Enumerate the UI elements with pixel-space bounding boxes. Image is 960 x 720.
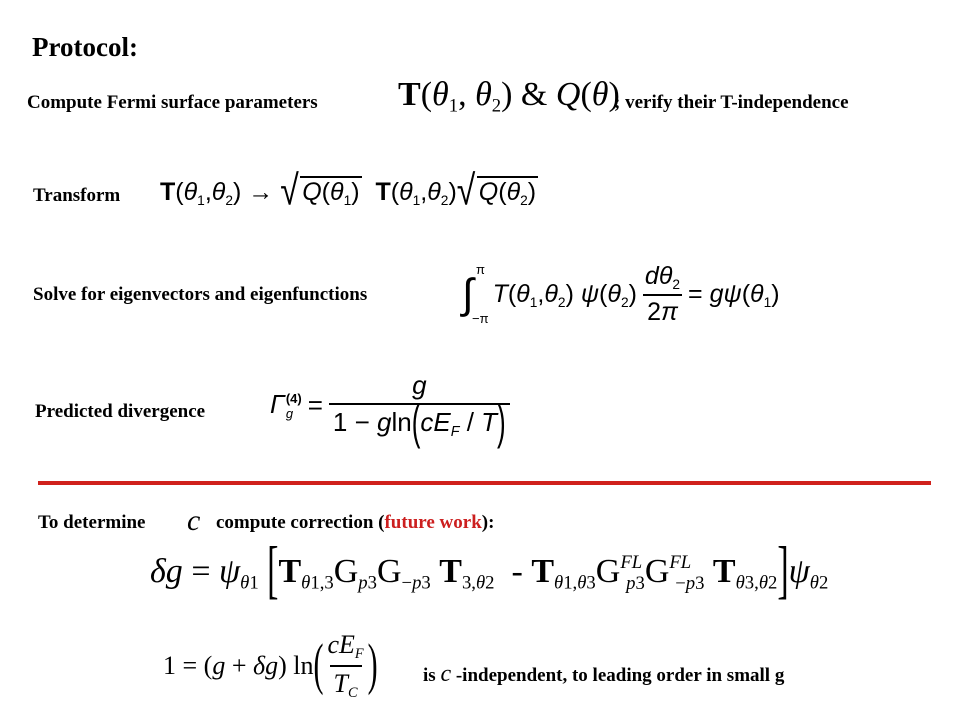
divider-line xyxy=(38,481,931,485)
conclusion-prefix: is xyxy=(423,665,441,686)
step2-label: Transform xyxy=(33,185,121,206)
step4-label: Predicted divergence xyxy=(35,401,206,422)
step4-formula: Γ (4) g = $\frac{g}{1 - gln(cE_F / T)}$ xyxy=(270,370,510,440)
step1-formula: $T(\theta_1$, $\theta_2$) & Q(θ) xyxy=(398,76,620,117)
step1-suffix: ; verify their T-independence xyxy=(614,92,849,113)
step3-formula: π ∫ −π $T(\theta_1,\theta_2)$ $\psi(\theta_2)$ $\frac{d\theta_2}{2\pi}$ = $g\psi(\theta_1)$ xyxy=(462,262,780,327)
future-work-label: future work xyxy=(384,512,482,533)
step2-formula: $T(\theta_1,\theta_2)$ → √ $Q(\theta_1)$ $T(\theta_1,\theta_2)$ √ $Q(\theta_2)$ xyxy=(160,167,537,215)
conclusion-symbol-c: c xyxy=(440,661,452,687)
correction-prefix: To determine xyxy=(38,512,146,533)
correction-symbol-c: c xyxy=(187,504,201,537)
condition-formula: 1 = (g + δg) ln ( $\frac{cE_F}{T_C}$ ) xyxy=(163,630,378,701)
delta-g-formula: $\delta g = \psi_{\theta 1}$ [$T_{\theta 1,3}G_{p3}G_{-p3}$ $T_{3,\theta 2} - T_{\theta 1,\theta 3}G^{FL}_{p3}G^{FL}_{-p3}$ $T_{\theta 3,\theta 2}]\psi_{\theta 2}$ xyxy=(150,535,829,607)
correction-suffix: ): xyxy=(481,512,495,533)
page-title: Protocol: xyxy=(32,32,138,62)
step3-label: Solve for eigenvectors and eigenfunctions xyxy=(33,284,368,305)
correction-text xyxy=(216,512,494,534)
conclusion-text xyxy=(423,661,784,688)
correction-middle: compute correction ( xyxy=(216,512,385,533)
conclusion-suffix: -independent, to leading order in small g xyxy=(451,665,785,686)
step1-label: Compute Fermi surface parameters xyxy=(27,92,318,113)
